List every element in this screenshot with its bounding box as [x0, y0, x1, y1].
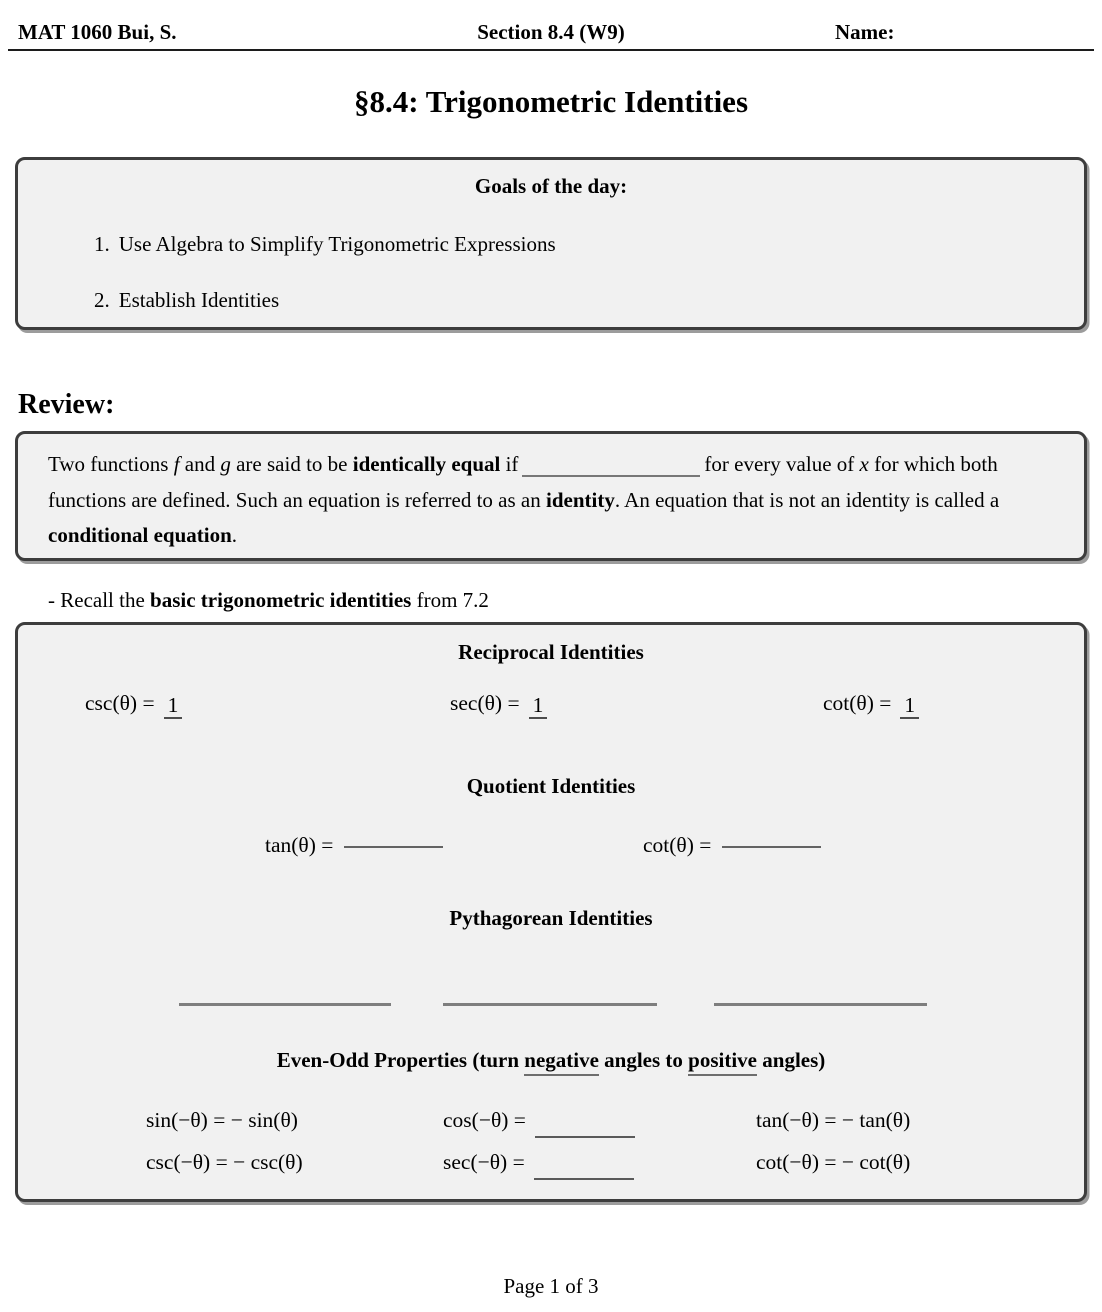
reciprocal-identities-row: [18, 679, 1084, 749]
page-title: §8.4: Trigonometric Identities: [353, 84, 749, 119]
review-text: Two functions: [48, 452, 174, 476]
identities-box: [15, 622, 1087, 1202]
formula-lhs: tan(θ) =: [265, 833, 334, 857]
formula-lhs: cos(−θ) =: [443, 1108, 526, 1132]
recall-note: [48, 588, 1102, 613]
fraction-numerator: 1: [164, 693, 183, 719]
goal-item-1: [94, 232, 1084, 257]
course-label: MAT 1060 Bui, S.: [18, 20, 177, 44]
term-identically-equal: identically equal: [352, 452, 501, 476]
formula-lhs: sec(θ) =: [450, 691, 520, 715]
even-odd-title-text: Even-Odd Properties (turn: [276, 1048, 525, 1072]
math-var-f: f: [173, 452, 180, 476]
fraction: [900, 692, 919, 718]
even-odd-grid: [18, 1106, 1084, 1202]
term-conditional-equation: conditional equation: [48, 523, 232, 547]
even-odd-title-text: angles): [757, 1048, 826, 1072]
fraction-numerator: 1: [900, 693, 919, 719]
review-text: if: [500, 452, 519, 476]
fill-in-blank: [722, 846, 821, 848]
fill-in-blank: [534, 1178, 634, 1180]
goals-box: [15, 157, 1087, 330]
quotient-identities-row: [18, 829, 1084, 869]
goal-text: Establish Identities: [118, 288, 280, 312]
term-basic-trig-identities: basic trigonometric identities: [150, 588, 412, 612]
cot-identity: [823, 691, 919, 718]
review-text: are said to be: [230, 452, 353, 476]
tan-identity: [265, 833, 443, 858]
formula-lhs: cot(θ) =: [643, 833, 712, 857]
csc-even-odd: csc(−θ) = − csc(θ): [146, 1150, 303, 1174]
fill-in-blank: [443, 1003, 657, 1006]
review-text: for which both functions are defined. Such an equation is referred to as an: [48, 452, 998, 512]
review-heading: Review:: [18, 389, 115, 420]
fraction: [164, 692, 183, 718]
cot-even-odd: cot(−θ) = − cot(θ): [756, 1150, 911, 1174]
tan-even-odd: tan(−θ) = − tan(θ): [756, 1108, 911, 1132]
review-text: .: [231, 523, 238, 547]
formula-lhs: cot(θ) =: [823, 691, 892, 715]
goal-number: 2.: [94, 288, 110, 312]
review-definition-box: [15, 431, 1087, 561]
math-var-x: x: [859, 452, 869, 476]
review-text: for every value of: [704, 452, 860, 476]
pythagorean-blanks-row: [18, 1003, 1084, 1009]
review-text: . An equation that is not an identity is called a: [614, 487, 1000, 512]
recall-text: from 7.2: [411, 588, 489, 612]
goals-title: Goals of the day:: [474, 174, 628, 198]
even-odd-properties-title: [18, 1045, 1084, 1075]
goal-number: 1.: [94, 232, 110, 256]
fill-in-blank: [179, 1003, 391, 1006]
underlined-word-positive: positive: [688, 1048, 757, 1076]
term-identity: identity: [545, 487, 615, 512]
formula-lhs: sec(−θ) =: [443, 1150, 525, 1174]
goal-text: Use Algebra to Simplify Trigonometric Expressions: [118, 232, 556, 256]
sin-even-odd: sin(−θ) = − sin(θ): [146, 1108, 298, 1132]
fill-in-blank: [535, 1136, 635, 1138]
cos-even-odd: [443, 1108, 635, 1133]
formula-lhs: csc(θ) =: [85, 691, 155, 715]
fill-in-blank: [344, 846, 443, 848]
pythagorean-identities-title: Pythagorean Identities: [449, 906, 653, 930]
fraction-numerator: 1: [529, 693, 548, 719]
underlined-word-negative: negative: [524, 1048, 599, 1076]
review-text: and: [179, 452, 221, 476]
sec-even-odd: [443, 1150, 634, 1175]
csc-identity: [85, 691, 182, 718]
fill-in-blank: [714, 1003, 927, 1006]
cot-quotient-identity: [643, 833, 821, 858]
reciprocal-identities-title: Reciprocal Identities: [458, 640, 644, 664]
sec-identity: [450, 691, 547, 718]
document-header: [8, 0, 1094, 51]
math-var-g: g: [220, 452, 231, 476]
section-label: Section 8.4 (W9): [477, 20, 625, 44]
fraction: [529, 692, 548, 718]
even-odd-title-text: angles to: [598, 1048, 689, 1072]
goal-item-2: [94, 288, 1084, 313]
page-number: Page 1 of 3: [503, 1274, 599, 1298]
fill-in-blank: [522, 475, 700, 477]
quotient-identities-title: Quotient Identities: [466, 774, 636, 798]
recall-text: - Recall the: [48, 588, 151, 612]
name-label: Name:: [835, 20, 895, 44]
